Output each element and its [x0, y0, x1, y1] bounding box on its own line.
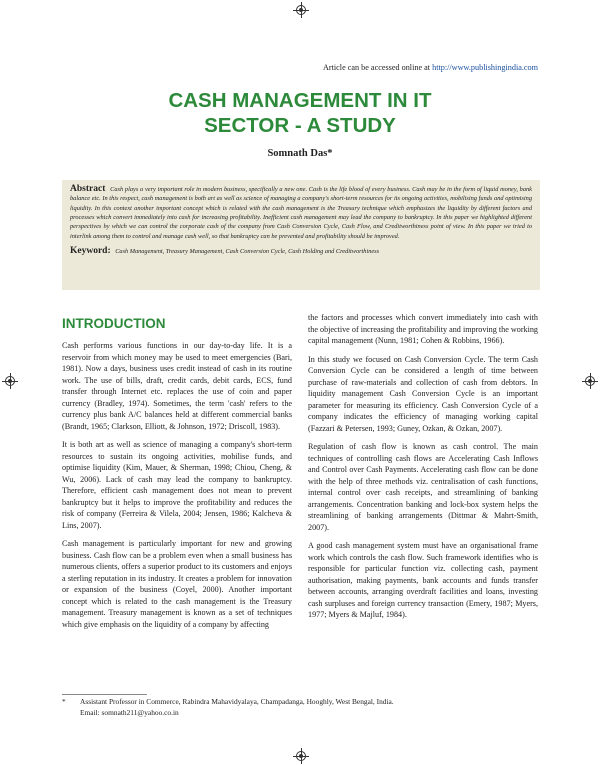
introduction-heading: INTRODUCTION [62, 316, 166, 331]
keywords-line [70, 246, 532, 256]
footnote-divider [62, 694, 147, 695]
title-line-1: CASH MANAGEMENT IN IT [168, 89, 432, 112]
access-prefix: Article can be accessed online at [322, 63, 431, 72]
registration-mark-right-icon [585, 376, 595, 386]
author-name: Somnath Das* [267, 148, 333, 159]
abstract-text: Cash plays a very important role in modern business, specifically a new one. Cash is the life blood of every business. Cash may be in the form of liquid money, bank balance etc. In this respect, cash management is both art as well as science of managing a company's short-term resources for its ongoing activities, mobilising funds and optimising liquidity. In this context another important concept which is related with the cash management is the Treasury technique which emphasizes the liquidity by different factors and processes which convert immediately into cash for increasing profitability. Inefficient cash management may lead the company to bankruptcy. In this paper we highlighted different perspectives by which we can control the corporate cash of the company from Cash Conversion Cycle, Cash Flow, and Creditworthiness point of view. In this paper we tried to interlink among them to control and manage cash well, so that bankruptcy can be prevented and profitability should be improved. [70, 186, 532, 240]
body-paragraph: A good cash management system must have an organisational frame work which controls the cash flow. Such framework identifies who is responsible for particular function viz. collecting cash, payment authorisation, making payments, bank accounts and funds transfer between accounts, arranging overdraft facilities and loans, investing cash surpluses and foreign currency transaction (Emery, 1987; Myers, 1977; Myers & Majluf, 1984). [308, 541, 538, 619]
registration-mark-left-icon [5, 376, 15, 386]
body-paragraph: Cash performs various functions in our day-to-day life. It is a reservoir from which money may be used to meet emergencies (Bari, 1981). Now a days, business uses credit instead of cash in its routine work. The use of bills, draft, credit cards, debit cards, ECS, fund transfer through Internet etc. replaces the use of coin and paper currency (Bradley, 1974). Sometimes, the term 'cash' refers to the currency plus bank A/C balances held at different commercial banks (Brandt, 1965; Clarkson, Elliott, & Johnson, 1972; Driscoll, 1983). [62, 341, 292, 431]
abstract-box [62, 180, 540, 290]
body-paragraph: It is both art as well as science of managing a company's short-term resources to sustain its ongoing activities, mobilise funds, and optimise liquidity (Kim, Mauer, & Sherman, 1998; Chiou, Cheng, & Wu, 2006). Lack of cash may lead the company to bankruptcy. Therefore, efficient cash management does not mean to prevent bankruptcy but it helps to improve the profitability and reduces the risk of company (Ferreira & Vilela, 2004; Jensen, 1986; Kalcheva & Lins, 2007). [62, 440, 292, 530]
registration-mark-top-icon [296, 5, 306, 15]
body-paragraph: Regulation of cash flow is known as cash control. The main techniques of controlling cash flows are Accelerating Cash Inflows and Control over Cash Payments. Accelerating cash flow can be done with the help of three methods viz. centralisation of cash functions, internal control over cash receipts, and streamlining of banking arrangements. Concentration banking and lock-box system helps the streamlining of banking arrangements (Dittmar & Mahrt-Smith, 2007). [308, 442, 538, 532]
right-column [308, 312, 538, 628]
body-paragraph: In this study we focused on Cash Conversion Cycle. The term Cash Conversion Cycle can be considered a length of time between purchase of raw-materials and collection of cash from debtors. In liquidity management Cash Conversion Cycle is an important parameter for measuring its efficiency. Cash Conversion Cycle of a company indicates the efficiency of managing working capital (Fazzari & Petersen, 1993; Guney, Ozkan, & Ozkan, 2007). [308, 354, 538, 433]
body-paragraph: Cash management is particularly important for new and growing business. Cash flow can be a problem even when a small business has numerous clients, offers a superior product to its customers and enjoys a sterling reputation in its industry. It creates a problem for innovation or expansion of the business (Coyel, 2000). Another important concept which is related to the cash management is the Treasury management. Treasury management is known as a set of techniques which give emphasis on the liquidity of a company by affecting [62, 539, 292, 629]
access-url-link[interactable]: http://www.publishingindia.com [432, 63, 538, 72]
left-column [62, 340, 292, 637]
footnote [62, 697, 540, 718]
access-line [323, 63, 538, 72]
keywords-label: Keyword: [70, 246, 111, 257]
registration-mark-bottom-icon [296, 751, 306, 761]
abstract-label: Abstract [70, 184, 106, 194]
footnote-email: Email: somnath211@yahoo.co.in [80, 707, 179, 717]
abstract-paragraph [70, 185, 532, 241]
keywords-text: Cash Management, Treasury Management, Cash Conversion Cycle, Cash Holding and Creditworthiness [115, 248, 380, 256]
footnote-affiliation: Assistant Professor in Commerce, Rabindra Mahavidyalaya, Champadanga, Hooghly, West Bengal, India. [80, 697, 394, 706]
footnote-star: * [62, 697, 66, 706]
title-line-2: SECTOR - A STUDY [204, 114, 396, 137]
body-paragraph: the factors and processes which convert immediately into cash with the objective of increasing the profitability and improving the working capital management (Nunn, 1981; Cohen & Robbins, 1966). [308, 313, 538, 345]
paper-title [0, 88, 600, 138]
